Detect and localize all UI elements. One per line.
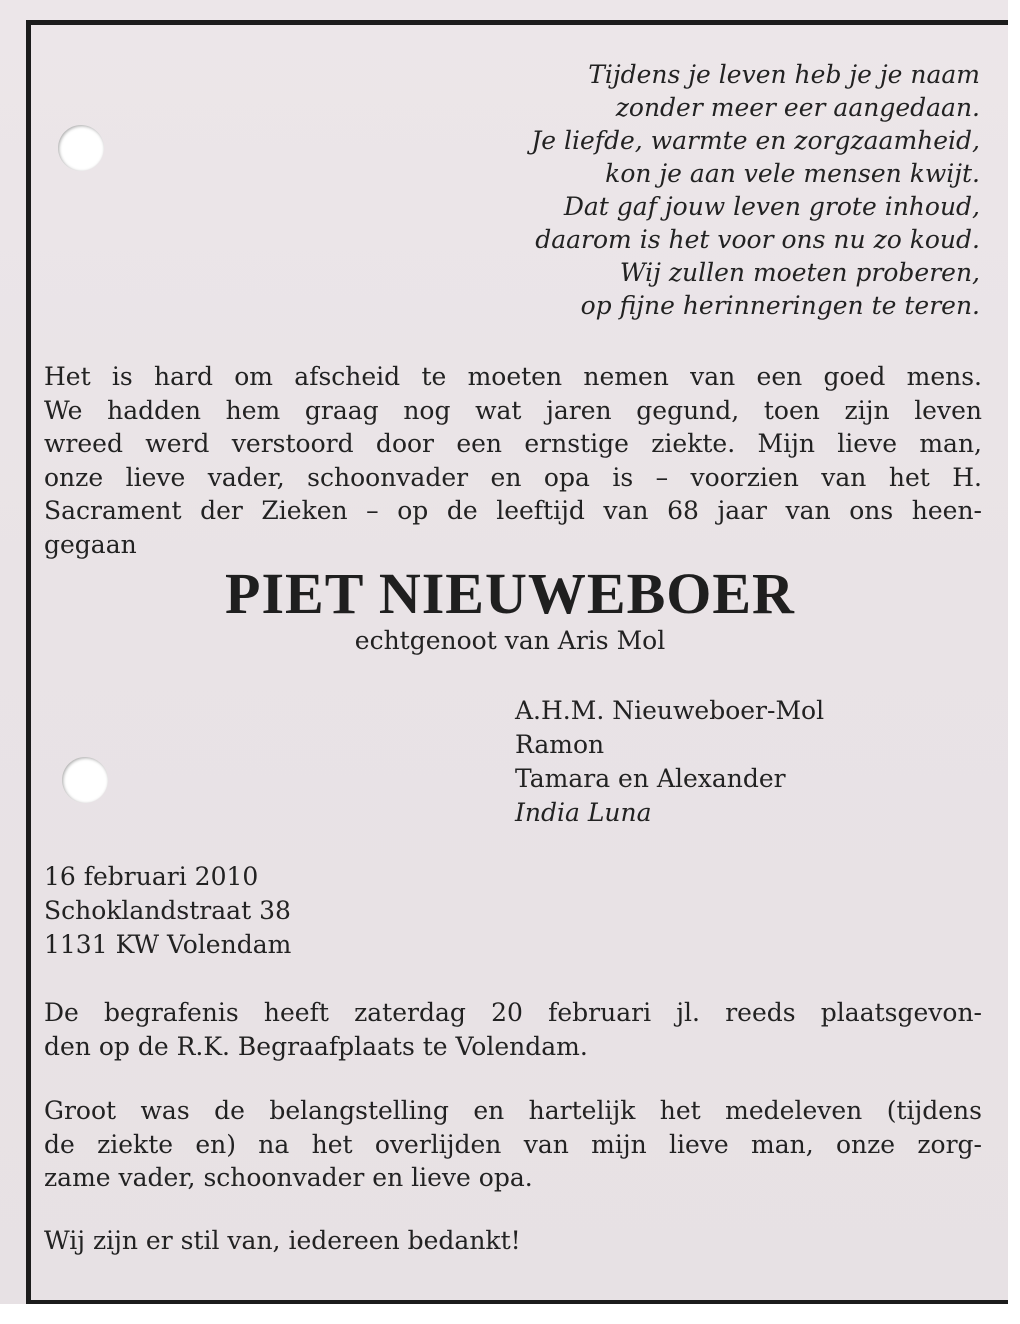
date: 16 februari 2010 bbox=[44, 862, 259, 891]
family-member: Ramon bbox=[515, 730, 605, 759]
announcement-line: gegaan bbox=[44, 529, 137, 559]
street-address: Schoklandstraat 38 bbox=[44, 896, 291, 925]
thanks-paragraph bbox=[44, 1094, 982, 1195]
announcement-line: onze lieve vader, schoonvader en opa is – voorzien van het H. bbox=[44, 462, 982, 492]
deceased-name: PIET NIEUWEBOER bbox=[225, 561, 795, 626]
poem-line: Dat gaf jouw leven grote inhoud, bbox=[563, 192, 980, 221]
torn-bottom-edge bbox=[0, 1304, 1020, 1324]
announcement-line: We hadden hem graag nog wat jaren gegund, toen zijn leven bbox=[44, 395, 982, 425]
poem-line: Je liefde, warmte en zorgzaamheid, bbox=[531, 126, 980, 155]
date-and-address bbox=[44, 860, 291, 962]
funeral-line: De begrafenis heeft zaterdag 20 februari jl. reeds plaatsgevon- bbox=[44, 998, 982, 1027]
postal-city: 1131 KW Volendam bbox=[44, 930, 292, 959]
announcement-line: Sacrament der Zieken – op de leeftijd van 68 jaar van ons heen- bbox=[44, 496, 982, 525]
punch-hole-middle bbox=[62, 757, 108, 803]
poem-line: daarom is het voor ons nu zo koud. bbox=[535, 225, 980, 254]
memorial-poem bbox=[420, 58, 980, 322]
top-border-rule bbox=[30, 20, 1020, 25]
family-member: A.H.M. Nieuweboer-Mol bbox=[515, 696, 825, 725]
announcement-paragraph bbox=[44, 360, 982, 561]
thanks-line: Groot was de belangstelling en hartelijk het medeleven (tijdens bbox=[44, 1096, 982, 1125]
punch-hole-top bbox=[58, 125, 104, 171]
poem-line: Wij zullen moeten proberen, bbox=[619, 258, 980, 287]
announcement-line: Het is hard om afscheid te moeten nemen van een goed mens. bbox=[44, 362, 982, 391]
thanks-line: de ziekte en) na het overlijden van mijn lieve man, onze zorg- bbox=[44, 1129, 982, 1159]
family-member: India Luna bbox=[515, 798, 652, 827]
torn-right-edge bbox=[1008, 0, 1020, 1324]
funeral-paragraph bbox=[44, 996, 982, 1063]
poem-line: Tijdens je leven heb je je naam bbox=[588, 60, 980, 89]
announcement-line: wreed werd verstoord door een ernstige ziekte. Mijn lieve man, bbox=[44, 429, 982, 458]
left-border-rule bbox=[26, 20, 31, 1304]
spouse-line: echtgenoot van Aris Mol bbox=[354, 626, 666, 655]
thanks-line: zame vader, schoonvader en lieve opa. bbox=[44, 1163, 533, 1192]
closing-line: Wij zijn er stil van, iedereen bedankt! bbox=[44, 1226, 521, 1255]
poem-line: kon je aan vele mensen kwijt. bbox=[605, 159, 980, 188]
family-signatories bbox=[515, 694, 824, 830]
poem-line: zonder meer eer aangedaan. bbox=[615, 93, 980, 122]
family-member: Tamara en Alexander bbox=[515, 764, 786, 793]
funeral-line: den op de R.K. Begraafplaats te Volendam. bbox=[44, 1031, 588, 1061]
poem-line: op fijne herinneringen te teren. bbox=[580, 291, 980, 320]
